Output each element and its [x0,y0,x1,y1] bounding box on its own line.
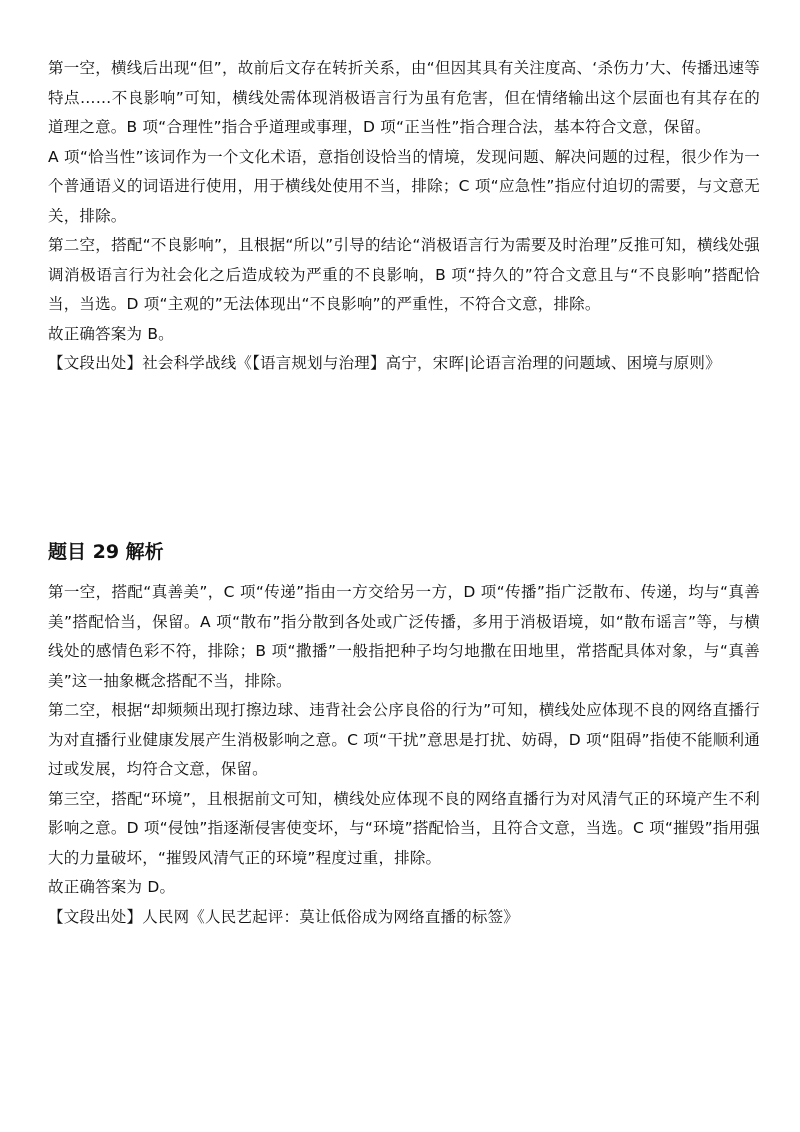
paragraph-blank-1: 第一空，搭配“真善美”，C 项“传递”指由一方交给另一方，D 项“传播”指广泛散布、传递，均与“真善美”搭配恰当，保留。A 项“散布”指分散到各处或广泛传播，多用于消极语境，如“散布谣言”等，与横线处的感情色彩不符，排除；B 项“撒播”一般指把种子均匀地撒在田地里，常搭配具体对象，与“真善美”这一抽象概念搭配不当，排除。 [48,583,760,690]
paragraph-blank-2: 第二空，根据“却频频出现打擦边球、违背社会公序良俗的行为”可知，横线处应体现不良的网络直播行为对直播行业健康发展产生消极影响之意。C 项“干扰”意思是打扰、妨碍，D 项“阻碍”指使不能顺利通过或发展，均符合文意，保留。 [48,701,760,778]
paragraph-blank-2: 第二空，搭配“不良影响”，且根据“所以”引导的结论“消极语言行为需要及时治理”反推可知，横线处强调消极语言行为社会化之后造成较为严重的不良影响，B 项“持久的”符合文意且与“不良影响”搭配恰当，当选。D 项“主观的”无法体现出“不良影响”的严重性，不符合文意，排除。 [48,236,760,313]
paragraph-blank-1: 第一空，横线后出现“但”，故前后文存在转折关系，由“但因其具有关注度高、‘杀伤力’大、传播迅速等特点……不良影响”可知，横线处需体现消极语言行为虽有危害，但在情绪输出这个层面也有其存在的道理之意。B 项“合理性”指合乎道理或事理，D 项“正当性”指合理合法，基本符合文意，保留。 [48,59,760,136]
answer-line: 故正确答案为 B。 [48,324,174,343]
analysis-block-28 [48,54,760,379]
analysis-block-29 [48,578,760,932]
paragraph-exclusion: A 项“恰当性”该词作为一个文化术语，意指创设恰当的情境，发现问题、解决问题的过程，很少作为一个普通语义的词语进行使用，用于横线处使用不当，排除；C 项“应急性”指应付迫切的需要，与文意无关，排除。 [48,147,760,225]
section-title: 题目 29 解析 [48,541,164,563]
answer-line: 故正确答案为 D。 [48,878,176,896]
source-line: 【文段出处】人民网《人民艺起评：莫让低俗成为网络直播的标签》 [48,907,520,926]
paragraph-blank-3: 第三空，搭配“环境”，且根据前文可知，横线处应体现不良的网络直播行为对风清气正的环境产生不利影响之意。D 项“侵蚀”指逐渐侵害使变坏，与“环境”搭配恰当，且符合文意，当选。C 项“摧毁”指用强大的力量破坏，“摧毁风清气正的环境”程度过重，排除。 [48,789,760,867]
source-line: 【文段出处】社会科学战线《【语言规划与治理】高宁，宋晖|论语言治理的问题域、困境与原则》 [48,354,721,372]
